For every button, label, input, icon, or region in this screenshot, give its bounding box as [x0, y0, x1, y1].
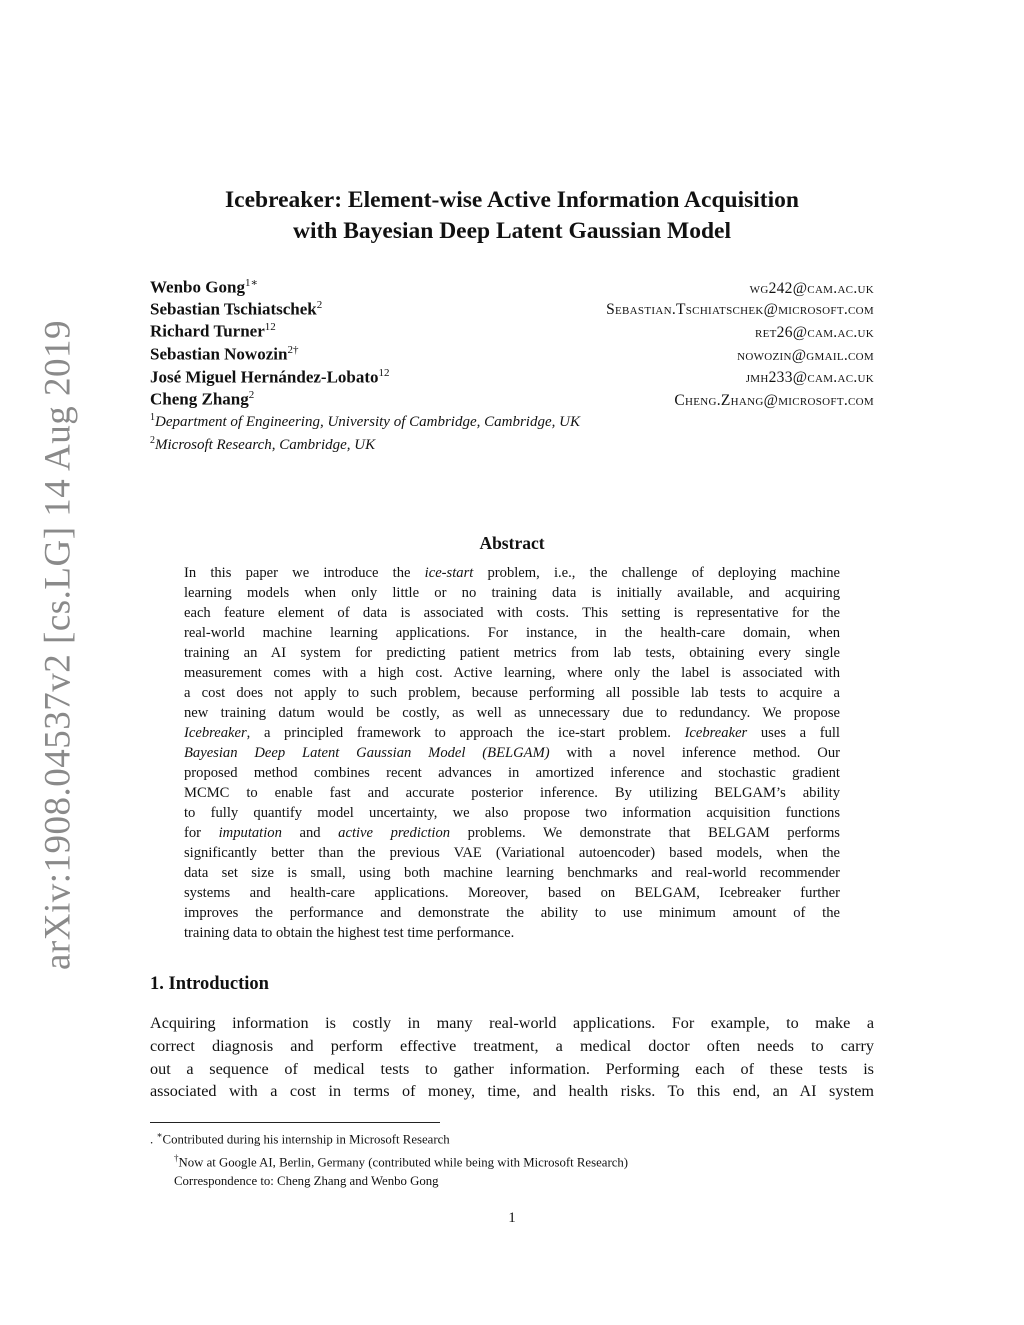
author-row — [150, 321, 874, 344]
author-email-link[interactable]: Cheng.Zhang@microsoft.com — [674, 392, 874, 410]
introduction-body — [150, 1012, 874, 1103]
author-name: Cheng Zhang$^2$ — [150, 389, 255, 410]
abstract-heading: Abstract — [479, 533, 545, 553]
abstract-line: training an AI system for predicting patient metrics from lab tests, obtaining every single — [184, 645, 840, 661]
body-line: correct diagnosis and perform effective treatment, a medical doctor often needs to carry — [150, 1036, 874, 1055]
abstract-line: real-world machine learning applications. For instance, in the health-care domain, when — [184, 625, 840, 641]
abstract-line: MCMC to enable fast and accurate posterior inference. By utilizing BELGAM’s ability — [184, 785, 840, 801]
author-email-link[interactable]: ret26@cam.ac.uk — [754, 324, 874, 342]
abstract-line: to fully quantify model uncertainty, we also propose two information acquisition functions — [184, 805, 840, 821]
author-block — [150, 276, 874, 457]
body-line: Acquiring information is costly in many real-world applications. For example, to make a — [150, 1014, 874, 1032]
author-name: José Miguel Hernández-Lobato$^{12}$ — [150, 366, 390, 387]
abstract-line: a cost does not apply to such problem, because performing all possible lab tests to acquire a — [184, 685, 840, 701]
author-row — [150, 344, 874, 367]
abstract-line: training data to obtain the highest test time performance. — [184, 925, 515, 941]
author-email-link[interactable]: wg242@cam.ac.uk — [749, 279, 874, 297]
abstract-line: learning models when only little or no training data is initially available, and acquiring — [184, 585, 840, 601]
author-name: Sebastian Nowozin$^{2\dagger}$ — [150, 344, 299, 364]
abstract-line: significantly better than the previous VAE (Variational autoencoder) based models, when the — [184, 845, 840, 861]
abstract-body — [184, 563, 840, 943]
author-email-link[interactable]: jmh233@cam.ac.uk — [745, 369, 874, 387]
arxiv-identifier-stamp: arXiv:1908.04537v2 [cs.LG] 14 Aug 2019 — [37, 320, 79, 970]
author-row — [150, 299, 874, 322]
author-name: Sebastian Tschiatschek$^2$ — [150, 298, 323, 319]
footnote: Correspondence to: Cheng Zhang and Wenbo Gong — [174, 1173, 439, 1188]
author-row — [150, 389, 874, 412]
title-line-1: Icebreaker: Element-wise Active Information Acquisition — [225, 187, 799, 213]
affiliation: $^1$Department of Engineering, University of Cambridge, Cambridge, UK — [150, 412, 580, 431]
body-line: associated with a cost in terms of money, time, and health risks. To this end, an AI system — [150, 1082, 874, 1101]
author-email-link[interactable]: nowozin@gmail.com — [737, 346, 874, 364]
abstract-line: proposed method combines recent advances in amortized inference and stochastic gradient — [184, 765, 840, 781]
abstract-line: In this paper we introduce the ice-start problem, i.e., the challenge of deploying machine — [184, 565, 840, 581]
paper-title — [150, 185, 874, 247]
body-line: out a sequence of medical tests to gather information. Performing each of these tests is — [150, 1059, 874, 1078]
abstract-line: measurement comes with a high cost. Active learning, where only the label is associated with — [184, 665, 840, 681]
title-line-2: with Bayesian Deep Latent Gaussian Model — [292, 218, 732, 244]
abstract-line: Bayesian Deep Latent Gaussian Model (BELGAM) with a novel inference method. Our — [184, 745, 840, 761]
author-email-link[interactable]: Sebastian.Tschiatschek@microsoft.com — [606, 301, 874, 319]
abstract-line: Icebreaker, a principled framework to approach the ice-start problem. Icebreaker uses a full — [184, 725, 840, 741]
affiliation: $^2$Microsoft Research, Cambridge, UK — [150, 434, 376, 453]
author-row — [150, 367, 874, 390]
abstract-line: systems and health-care applications. Moreover, based on BELGAM, Icebreaker further — [184, 885, 840, 901]
footnote: . ∗Contributed during his internship in Microsoft Research — [150, 1130, 450, 1147]
abstract-line: each feature element of data is associated with costs. This setting is representative for the — [184, 605, 840, 621]
author-name: Wenbo Gong$^{1∗}$ — [150, 277, 258, 297]
footnote-divider — [150, 1122, 440, 1123]
author-row — [150, 276, 874, 299]
page-number: 1 — [508, 1210, 516, 1226]
abstract-line: improves the performance and demonstrate the ability to use minimum amount of the — [184, 905, 840, 921]
footnote: †Now at Google AI, Berlin, Germany (contributed while being with Microsoft Research) — [174, 1152, 629, 1170]
section-heading-introduction: 1. Introduction — [150, 974, 269, 994]
abstract-line: for imputation and active prediction problems. We demonstrate that BELGAM performs — [184, 825, 840, 841]
footnotes — [150, 1126, 628, 1190]
abstract-line: new training datum would be costly, as well as unnecessary due to redundancy. We propose — [184, 705, 840, 721]
abstract-line: data set size is small, using both machine learning benchmarks and real-world recommender — [184, 865, 840, 881]
author-name: Richard Turner$^{12}$ — [150, 321, 276, 342]
